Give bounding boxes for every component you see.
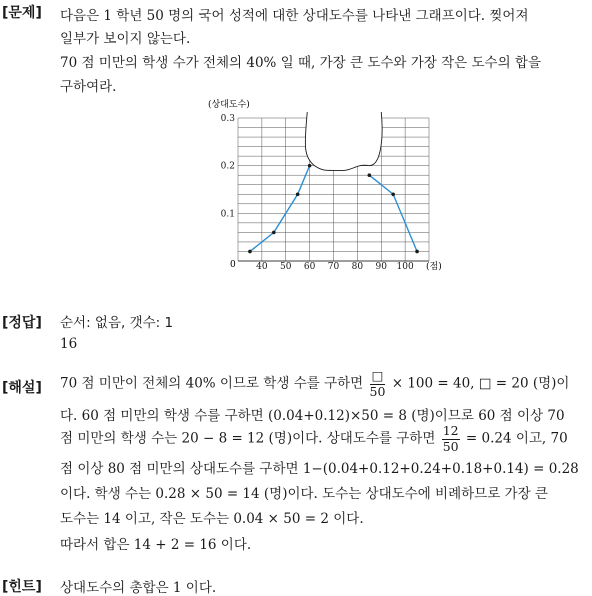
problem-line-4: 구하여라.	[60, 79, 117, 95]
relative-frequency-chart	[196, 96, 446, 276]
x-axis-label: (점)	[426, 262, 442, 272]
problem-line-2: 일부가 보이지 않는다.	[60, 31, 191, 47]
solution-line-7: 따라서 합은 14 + 2 = 16 이다.	[60, 537, 252, 553]
solution-line-4: 점 이상 80 점 미만의 상대도수를 구하면 1−(0.04+0.12+0.24+0.18+0.14) = 0.28	[60, 461, 579, 477]
solution-line-6: 도수는 14 이고, 작은 도수는 0.04 × 50 = 2 이다.	[60, 511, 364, 527]
data-point	[308, 164, 312, 168]
x-tick-label: 80	[351, 262, 364, 272]
answer-line-2: 16	[60, 336, 78, 352]
problem-line-1: 다음은 1 학년 50 명의 국어 성적에 대한 상대도수를 나타낸 그래프이다. 찢어져	[60, 8, 529, 24]
x-tick-label: 70	[327, 262, 340, 272]
fraction-numerator: 12	[442, 423, 459, 438]
solution-line-1-text: 70 점 미만이 전체의 40% 이므로 학생 수를 구하면	[60, 375, 364, 392]
data-point	[296, 192, 300, 196]
answer-tag: [정답]	[2, 315, 42, 331]
x-tick-label: 40	[256, 262, 268, 272]
y-axis-label: (상대도수)	[208, 100, 250, 110]
y-tick-label: 0.2	[220, 161, 235, 172]
data-point	[415, 250, 419, 254]
data-point	[248, 250, 252, 254]
fraction-12-over-50	[442, 425, 460, 453]
fraction-box-over-50	[370, 370, 386, 398]
hint-tag: [힌트]	[2, 579, 42, 595]
torn-paper-cover	[305, 110, 382, 170]
fraction-denominator: 50	[369, 383, 386, 399]
y-tick-label: 0.1	[220, 209, 235, 220]
fraction-numerator: □	[370, 370, 386, 385]
solution-line-3	[60, 425, 568, 453]
solution-line-1	[60, 370, 569, 398]
origin-label: 0	[230, 260, 236, 270]
data-point	[368, 173, 372, 177]
solution-line-1-tail: × 100 = 40, □ = 20 (명)이	[391, 375, 570, 392]
series-line-left	[250, 166, 310, 252]
solution-tag: [해설]	[2, 380, 42, 396]
fraction-denominator: 50	[442, 438, 459, 454]
solution-line-5: 이다. 학생 수는 0.28 × 50 = 14 (명)이다. 도수는 상대도수에 비례하므로 가장 큰	[60, 486, 548, 502]
data-point	[391, 192, 395, 196]
solution-line-3-text: 점 미만의 학생 수는 20 − 8 = 12 (명)이다. 상대도수를 구하면	[60, 430, 436, 447]
answer-line-1: 순서: 없음, 갯수: 1	[60, 315, 174, 331]
x-tick-label: 100	[396, 262, 414, 272]
data-point	[272, 231, 276, 235]
problem-line-3: 70 점 미만의 학생 수가 전체의 40% 일 때, 가장 큰 도수와 가장 작은 도수의 합을	[60, 55, 541, 71]
hint-text: 상대도수의 총합은 1 이다.	[60, 580, 217, 596]
y-tick-label: 0.3	[220, 114, 235, 124]
x-tick-label: 90	[375, 262, 387, 272]
x-tick-label: 50	[280, 262, 292, 272]
solution-line-2: 다. 60 점 미만의 학생 수를 구하면 (0.04+0.12)×50 = 8 (명)이므로 60 점 이상 70	[60, 408, 565, 424]
x-tick-label: 60	[303, 262, 316, 272]
torn-edge	[305, 110, 382, 170]
solution-line-3-tail: = 0.24 이고, 70	[465, 430, 568, 447]
problem-tag: [문제]	[2, 5, 42, 21]
